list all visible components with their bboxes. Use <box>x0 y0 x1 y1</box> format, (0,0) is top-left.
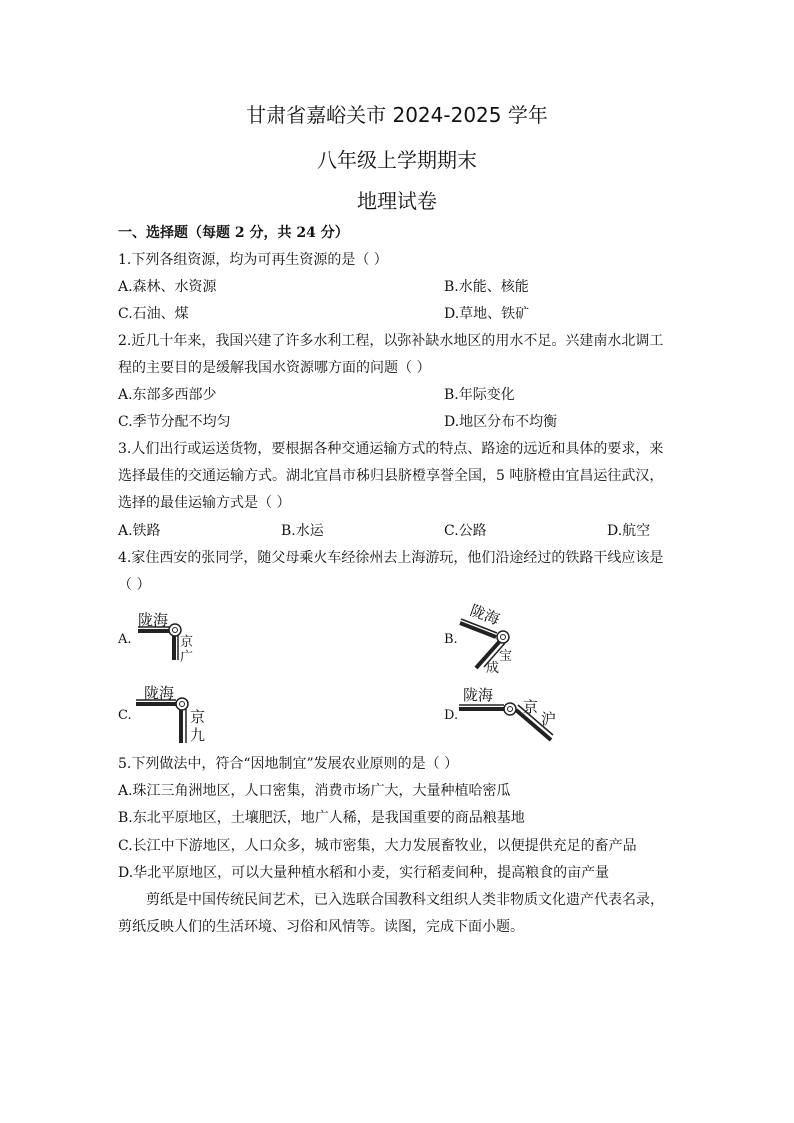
q4-b-label-cheng: 成 <box>486 661 500 676</box>
q2-stem-line2: 程的主要目的是缓解我国水资源哪方面的问题（ ） <box>118 360 431 376</box>
q4-d-label-hu: 沪 <box>541 710 557 728</box>
q4-a-label-longhai: 陇海 <box>138 611 169 629</box>
q4-option-a-letter: A. <box>118 632 132 647</box>
passage-line2: 剪纸反映人们的生活环境、习俗和风情等。读图，完成下面小题。 <box>118 919 524 935</box>
q5-stem: 5.下列做法中，符合“因地制宜”发展农业原则的是（ ） <box>118 756 459 772</box>
q1-option-b: B.水能、核能 <box>444 279 529 295</box>
q4-stem-line2: （ ） <box>118 577 151 593</box>
q4-c-label-longhai: 陇海 <box>144 684 175 702</box>
q4-option-d-letter: D. <box>444 708 459 723</box>
q4-a-label-jing: 京 <box>180 635 194 650</box>
passage-line1: 剪纸是中国传统民间艺术，已入选联合国教科文组织人类非物质文化遗产代表名录， <box>146 892 664 908</box>
q1-option-d: D.草地、铁矿 <box>444 306 530 322</box>
q4-c-label-jing: 京 <box>190 708 206 726</box>
q3-stem-line2: 选择最佳的交通运输方式。湖北宜昌市秭归县脐橙享誉全国，5 吨脐橙由宜昌运往武汉， <box>118 468 664 484</box>
q5-option-a: A.珠江三角洲地区，人口密集，消费市场广大，大量种植哈密瓜 <box>118 783 511 799</box>
q4-option-c-letter: C. <box>118 708 132 723</box>
q5-option-d: D.华北平原地区，可以大量种植水稻和小麦，实行稻麦间种，提高粮食的亩产量 <box>118 865 610 881</box>
q3-option-d: D.航空 <box>607 523 651 539</box>
q4-d-label-jing: 京 <box>523 698 539 716</box>
section-heading: 一、选择题（每题 2 分，共 24 分） <box>118 225 349 241</box>
q4-a-label-guang: 广 <box>180 650 194 665</box>
q2-option-c: C.季节分配不均匀 <box>118 414 231 430</box>
q3-option-b: B.水运 <box>281 523 324 539</box>
q4-b-label-bao: 宝 <box>499 649 513 664</box>
exam-title-grade: 八年级上学期期末 <box>317 148 477 172</box>
q4-d-label-longhai: 陇海 <box>463 686 494 704</box>
q3-stem-line3: 选择的最佳运输方式是（ ） <box>118 495 291 511</box>
q3-option-a: A.铁路 <box>118 523 161 539</box>
q2-option-a: A.东部多西部少 <box>118 387 217 403</box>
q3-option-c: C.公路 <box>444 523 487 539</box>
q5-option-b: B.东北平原地区，土壤肥沃，地广人稀，是我国重要的商品粮基地 <box>118 810 525 826</box>
q1-option-c: C.石油、煤 <box>118 306 189 322</box>
exam-title-region: 甘肃省嘉峪关市 2024-2025 学年 <box>246 103 548 127</box>
q3-stem-line1: 3.人们出行或运送货物，要根据各种交通运输方式的特点、路途的远近和具体的要求，来 <box>118 441 664 457</box>
q4-stem-line1: 4.家住西安的张同学，随父母乘火车经徐州去上海游玩，他们沿途经过的铁路干线应该是 <box>118 550 664 566</box>
q4-c-label-jiu: 九 <box>190 726 206 744</box>
exam-title-subject: 地理试卷 <box>357 189 437 213</box>
q2-option-b: B.年际变化 <box>444 387 515 403</box>
q4-b-label-longhai: 陇海 <box>467 601 503 629</box>
q4-option-b-letter: B. <box>444 632 458 647</box>
q5-option-c: C.长江中下游地区，人口众多，城市密集，大力发展畜牧业，以便提供充足的畜产品 <box>118 838 637 854</box>
q2-option-d: D.地区分布不均衡 <box>444 414 558 430</box>
q1-option-a: A.森林、水资源 <box>118 279 217 295</box>
q2-stem-line1: 2.近几十年来，我国兴建了许多水利工程，以弥补缺水地区的用水不足。兴建南水北调工 <box>118 333 664 349</box>
q1-stem: 1.下列各组资源，均为可再生资源的是（ ） <box>118 252 388 268</box>
